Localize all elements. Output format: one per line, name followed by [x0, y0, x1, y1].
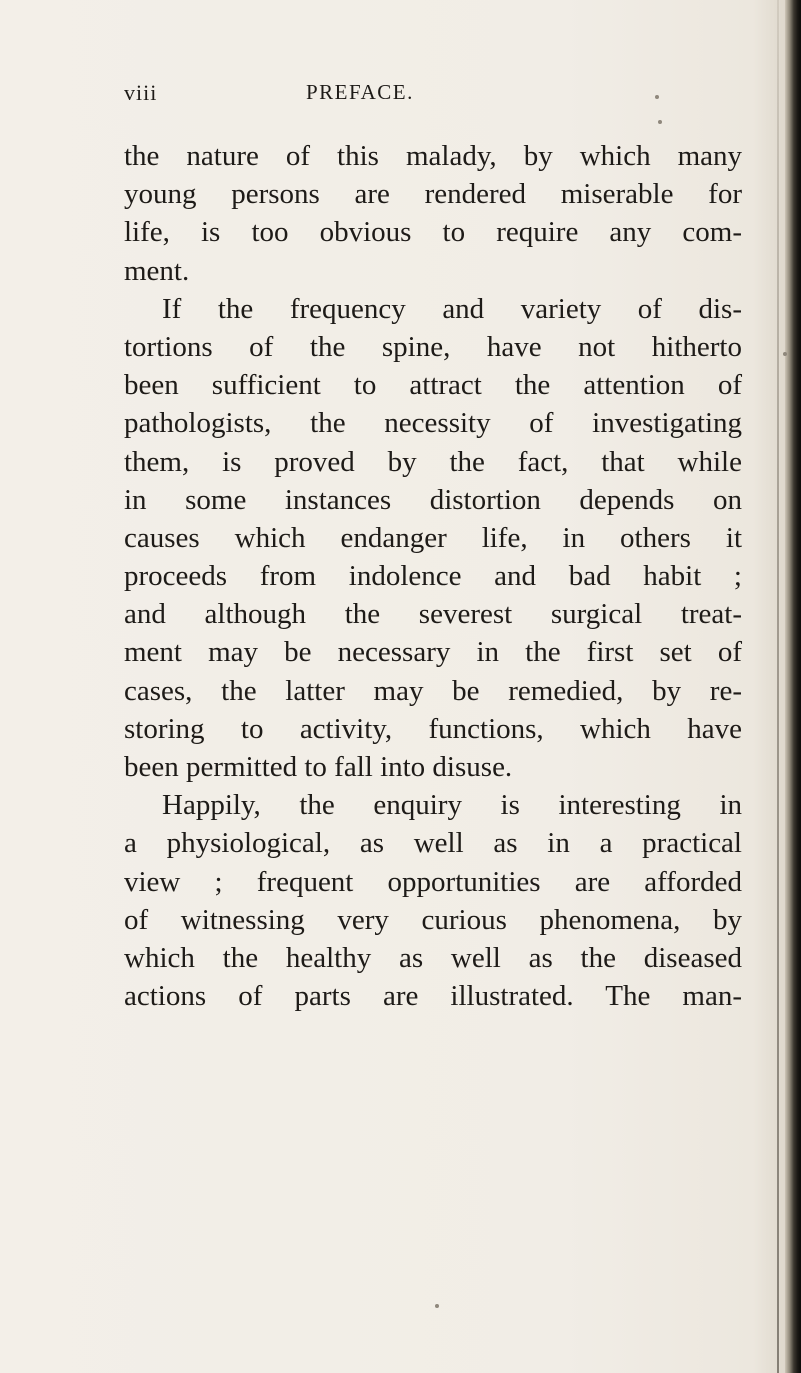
paper-speck — [655, 95, 659, 99]
text-line: young persons are rendered miserable for — [124, 178, 742, 211]
text-line: If the frequency and variety of dis- — [162, 292, 742, 325]
text-line: a physiological, as well as in a practical — [124, 827, 742, 860]
text-line: cases, the latter may be remedied, by re- — [124, 674, 742, 707]
text-line: in some instances distortion depends on — [124, 483, 742, 516]
text-line: the nature of this malady, by which many — [124, 140, 742, 172]
text-line: them, is proved by the fact, that while — [124, 445, 742, 478]
text-line: ment may be necessary in the first set of — [124, 636, 742, 669]
text-line: view ; frequent opportunities are afforded — [124, 865, 742, 898]
paper-speck — [783, 352, 787, 356]
text-line: life, is too obvious to require any com- — [124, 216, 742, 249]
text-line: which the healthy as well as the diseased — [124, 941, 742, 974]
text-line: been sufficient to attract the attention of — [124, 369, 742, 402]
binding-line — [777, 0, 779, 1373]
text-line: causes which endanger life, in others it — [124, 521, 742, 554]
running-head: PREFACE. — [306, 80, 414, 104]
body-text — [124, 137, 742, 1015]
page-edge-shadow — [785, 0, 801, 1373]
page-header — [124, 80, 744, 110]
text-line: ment. — [124, 254, 190, 287]
text-line: actions of parts are illustrated. The man- — [124, 980, 742, 1013]
text-line: storing to activity, functions, which have — [124, 712, 742, 745]
page-number: viii — [124, 80, 158, 105]
paper-speck — [658, 120, 662, 124]
text-line: of witnessing very curious phenomena, by — [124, 903, 742, 936]
text-line: and although the severest surgical treat- — [124, 598, 742, 631]
text-line: been permitted to fall into disuse. — [124, 751, 513, 783]
text-line: proceeds from indolence and bad habit ; — [124, 560, 742, 593]
paper-speck — [435, 1304, 439, 1308]
text-line: tortions of the spine, have not hitherto — [124, 330, 742, 363]
text-line: Happily, the enquiry is interesting in — [162, 789, 742, 822]
text-line: pathologists, the necessity of investigating — [124, 407, 742, 440]
